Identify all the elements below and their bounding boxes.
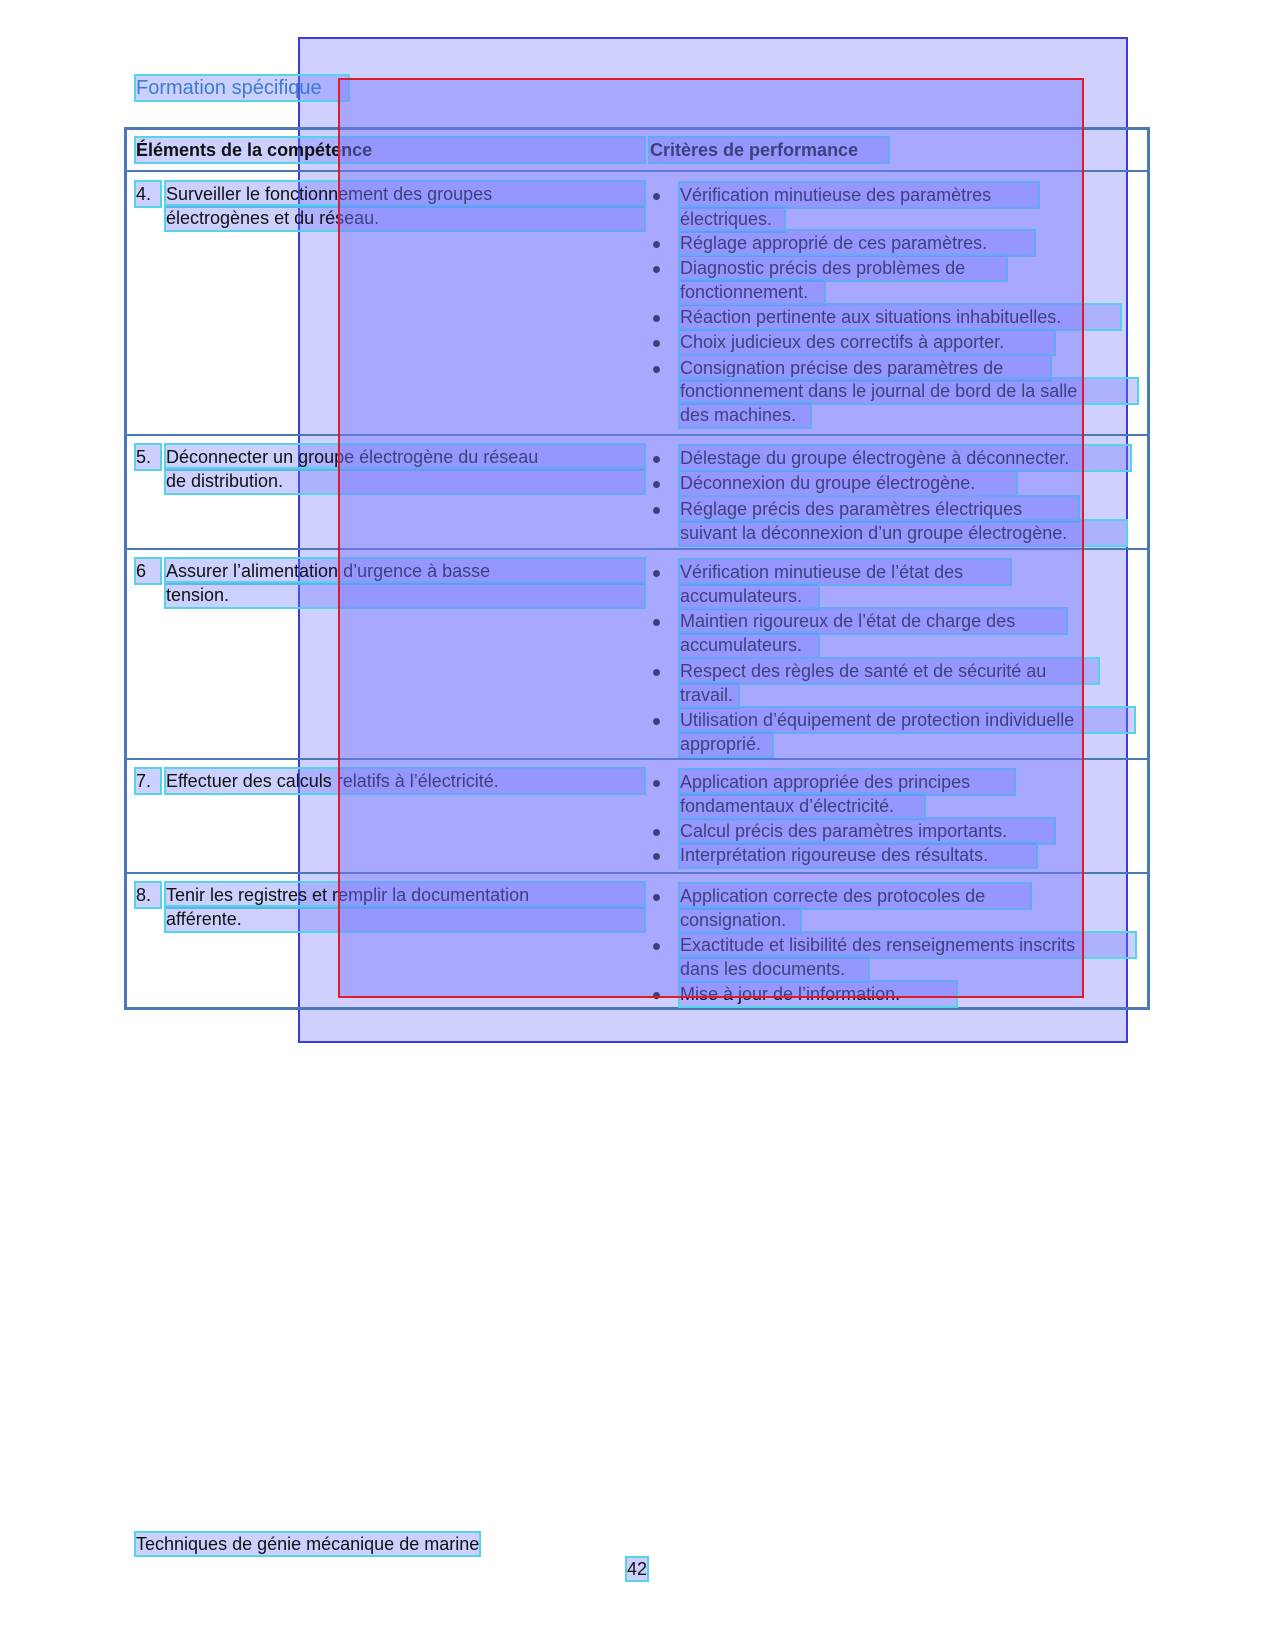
criterion-line: Réglage précis des paramètres électriques (680, 497, 1078, 521)
page-number: 42 (627, 1559, 648, 1579)
criterion-line: dans les documents. (680, 957, 868, 981)
criterion-line: consignation. (680, 908, 800, 932)
overlay-inner-box (338, 78, 1084, 998)
row-number: 6 (136, 559, 160, 583)
element-line: électrogènes et du réseau. (166, 206, 644, 230)
criterion-line: Calcul précis des paramètres importants. (680, 819, 1054, 843)
criterion-line: fondamentaux d’électricité. (680, 794, 924, 818)
element-line: Effectuer des calculs relatifs à l’électricité. (166, 769, 644, 793)
criterion-line: suivant la déconnexion d’un groupe électrogène. (680, 521, 1126, 545)
criterion-line: fonctionnement. (680, 280, 824, 304)
footer-text: Techniques de génie mécanique de marine (136, 1534, 480, 1554)
row-number: 5. (136, 445, 160, 469)
row-number: 4. (136, 182, 160, 206)
element-line: Déconnecter un groupe électrogène du réseau (166, 445, 644, 469)
criterion-line: électriques. (680, 207, 784, 231)
row-number: 8. (136, 883, 160, 907)
criterion-line: Déconnexion du groupe électrogène. (680, 471, 1016, 495)
element-line: afférente. (166, 907, 644, 931)
criterion-line: Utilisation d’équipement de protection individuelle (680, 708, 1134, 732)
criterion-line: accumulateurs. (680, 633, 818, 657)
criterion-line: Application appropriée des principes (680, 770, 1014, 794)
criterion-line: Réglage approprié de ces paramètres. (680, 231, 1034, 255)
criterion-line: fonctionnement dans le journal de bord de la salle (680, 379, 1137, 403)
element-line: tension. (166, 583, 644, 607)
criterion-line: Maintien rigoureux de l’état de charge des (680, 609, 1066, 633)
criterion-line: Mise à jour de l’information. (680, 982, 956, 1006)
criterion-line: Interprétation rigoureuse des résultats. (680, 843, 1036, 867)
section-title: Formation spécifique (136, 76, 348, 100)
criterion-line: Consignation précise des paramètres de (680, 356, 1050, 380)
element-line: Surveiller le fonctionnement des groupes (166, 182, 644, 206)
criterion-line: travail. (680, 683, 738, 707)
criterion-line: approprié. (680, 732, 772, 756)
element-line: de distribution. (166, 469, 644, 493)
criterion-line: Réaction pertinente aux situations inhabituelles. (680, 305, 1120, 329)
row-number: 7. (136, 769, 160, 793)
header-criteres: Critères de performance (650, 138, 888, 162)
criterion-line: Diagnostic précis des problèmes de (680, 256, 1006, 280)
criterion-line: des machines. (680, 403, 810, 427)
criterion-line: accumulateurs. (680, 584, 818, 608)
criterion-line: Choix judicieux des correctifs à apporter. (680, 330, 1054, 354)
criterion-line: Vérification minutieuse des paramètres (680, 183, 1038, 207)
criterion-line: Application correcte des protocoles de (680, 884, 1030, 908)
criterion-line: Exactitude et lisibilité des renseignements inscrits (680, 933, 1135, 957)
element-line: Assurer l’alimentation d’urgence à basse (166, 559, 644, 583)
criterion-line: Vérification minutieuse de l’état des (680, 560, 1010, 584)
criterion-line: Respect des règles de santé et de sécurité au (680, 659, 1098, 683)
header-elements: Éléments de la compétence (136, 138, 644, 162)
element-line: Tenir les registres et remplir la documentation (166, 883, 644, 907)
criterion-line: Délestage du groupe électrogène à déconnecter. (680, 446, 1130, 470)
